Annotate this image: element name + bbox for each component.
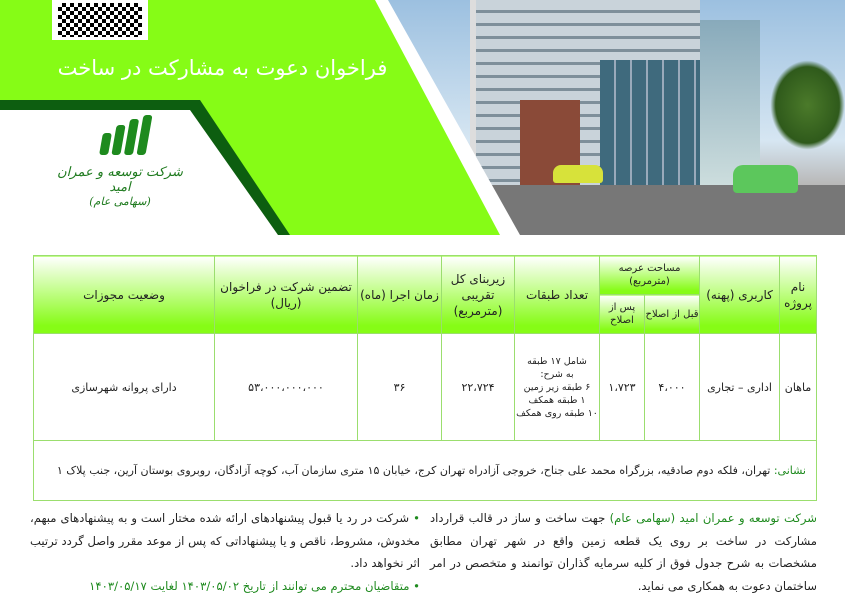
conditions <box>30 507 420 597</box>
table-row <box>34 334 817 441</box>
bullet-text: شرکت در رد یا قبول پیشنهادهای ارائه شده مختار است و به پیشنهادهای مبهم، مخدوش، مشروط، ناقص و یا پیشنهاداتی که پس از موعد مقرر واصل گردد ترتیب اثر نخواهد داد. <box>30 511 420 570</box>
header-permits: وضعیت مجوزات <box>34 256 215 334</box>
logo-hand-icon <box>65 115 185 155</box>
floors-line: ۱ طبقه همکف <box>515 394 599 407</box>
cell-permits: دارای پروانه شهرسازی <box>34 334 215 441</box>
address-label: نشانی: <box>774 464 806 477</box>
logo-subtitle: (سهامی عام) <box>55 195 185 208</box>
cell-built: ۲۲،۷۲۴ <box>442 334 515 441</box>
header-area-before: قبل از اصلاح <box>645 295 700 334</box>
address-row <box>34 441 817 501</box>
header-area-after: پس از اصلاح <box>600 295 645 334</box>
header-project: نام پروژه <box>780 256 817 334</box>
intro-paragraph <box>430 507 817 597</box>
glass-facade <box>600 60 700 185</box>
qr-code[interactable] <box>52 0 148 40</box>
side-building <box>700 20 760 185</box>
car-image <box>733 165 798 193</box>
header-area: مساحت عرصه (مترمربع) <box>600 256 700 295</box>
floors-line: شامل ۱۷ طبقه <box>515 355 599 368</box>
header-usage: کاربری (پهنه) <box>700 256 780 334</box>
cell-floors <box>515 334 600 441</box>
floors-line: به شرح: <box>515 368 599 381</box>
banner <box>0 0 845 235</box>
floors-line: ۱۰ طبقه روی همکف <box>515 407 599 420</box>
bullet-item: • متقاضیان محترم می توانند از تاریخ ۱۴۰۳/۰۵/۰۲ لغایت ۱۴۰۳/۰۵/۱۷ <box>30 575 420 597</box>
floors-line: ۶ طبقه زیر زمین <box>515 381 599 394</box>
project-table <box>33 255 817 501</box>
header-built: زیربنای کل تقریبی (مترمربع) <box>442 256 515 334</box>
car-image <box>553 165 603 183</box>
header-guarantee: تضمین شرکت در فراخوان (ریال) <box>215 256 358 334</box>
cell-project: ماهان <box>780 334 817 441</box>
cell-area-after: ۱،۷۲۳ <box>600 334 645 441</box>
tree-image <box>770 60 845 150</box>
company-name: شرکت توسعه و عمران امید (سهامی عام) <box>610 511 817 525</box>
cell-usage: اداری – تجاری <box>700 334 780 441</box>
cell-guarantee: ۵۳،۰۰۰،۰۰۰،۰۰۰ <box>215 334 358 441</box>
company-logo <box>55 115 185 225</box>
intro-text: جهت ساخت و ساز در قالب قرارداد مشارکت در ساخت بر روی یک قطعه زمین واقع در شهر تهران مطابق مشخصات به شرح جدول فوق از کلیه سرمایه گذاران توانمند و متخصص در امر ساختمان دعوت به همکاری می نماید. <box>430 511 817 593</box>
cell-duration: ۳۶ <box>358 334 442 441</box>
bullet-text: متقاضیان محترم می توانند از تاریخ ۱۴۰۳/۰۵/۰۲ لغایت ۱۴۰۳/۰۵/۱۷ <box>89 579 409 593</box>
bullet-item: • شرکت در رد یا قبول پیشنهادهای ارائه شده مختار است و به پیشنهادهای مبهم، مخدوش، مشروط، ناقص و یا پیشنهاداتی که پس از موعد مقرر واصل گردد ترتیب اثر نخواهد داد. <box>30 507 420 575</box>
header-duration: زمان اجرا (ماه) <box>358 256 442 334</box>
cell-area-before: ۴،۰۰۰ <box>645 334 700 441</box>
address-text: تهران، فلکه دوم صادقیه، بزرگراه محمد علی جناح، خروجی آزادراه تهران کرج، خیابان ۱۵ متری سازمان آب، کوچه آزادگان، روبروی بوستان آرین، جنب پلاک ۱ <box>57 464 770 477</box>
page-title: فراخوان دعوت به مشارکت در ساخت <box>45 56 400 80</box>
header-floors: تعداد طبقات <box>515 256 600 334</box>
logo-name: شرکت توسعه و عمران امید <box>55 165 185 195</box>
